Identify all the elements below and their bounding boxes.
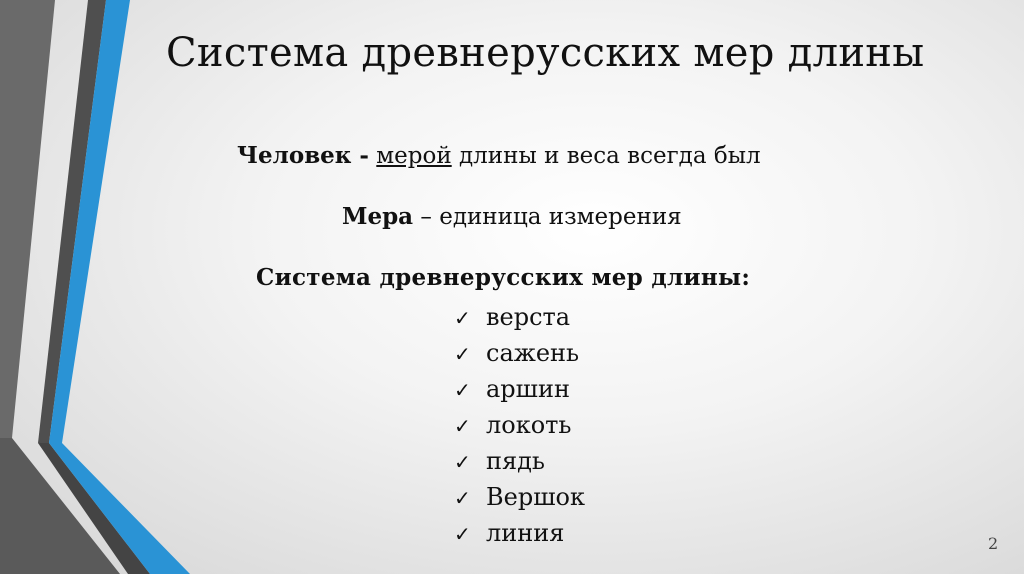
definition-measure: [342, 203, 682, 230]
list-heading: Система древнерусских мер длины:: [256, 264, 751, 291]
page-number: 2: [988, 534, 999, 553]
list-item: [454, 335, 585, 371]
definition-human-text: длины и веса всегда был: [459, 143, 761, 169]
checkmark-icon: ✓: [454, 414, 471, 438]
underlined-word: мерой: [376, 143, 452, 169]
units-list: [454, 299, 585, 551]
list-item: [454, 515, 585, 551]
list-item: [454, 407, 585, 443]
list-item-label: аршин: [486, 375, 570, 403]
term-measure: Мера: [342, 203, 414, 230]
checkmark-icon: ✓: [454, 342, 471, 366]
list-item-label: верста: [486, 303, 571, 331]
list-item-label: локоть: [486, 411, 572, 439]
list-item-label: линия: [486, 519, 565, 547]
definition-measure-text: – единица измерения: [420, 204, 682, 230]
definition-human: [237, 142, 761, 169]
checkmark-icon: ✓: [454, 450, 471, 474]
list-item-label: Вершок: [486, 483, 585, 511]
list-item: [454, 371, 585, 407]
list-item: [454, 479, 585, 515]
checkmark-icon: ✓: [454, 378, 471, 402]
checkmark-icon: ✓: [454, 486, 471, 510]
list-item-label: сажень: [486, 339, 580, 367]
list-item-label: пядь: [486, 447, 545, 475]
list-item: [454, 299, 585, 335]
term-human: Человек -: [237, 142, 369, 169]
slide-title: Система древнерусских мер длины: [166, 30, 925, 76]
checkmark-icon: ✓: [454, 522, 471, 546]
checkmark-icon: ✓: [454, 306, 471, 330]
list-item: [454, 443, 585, 479]
